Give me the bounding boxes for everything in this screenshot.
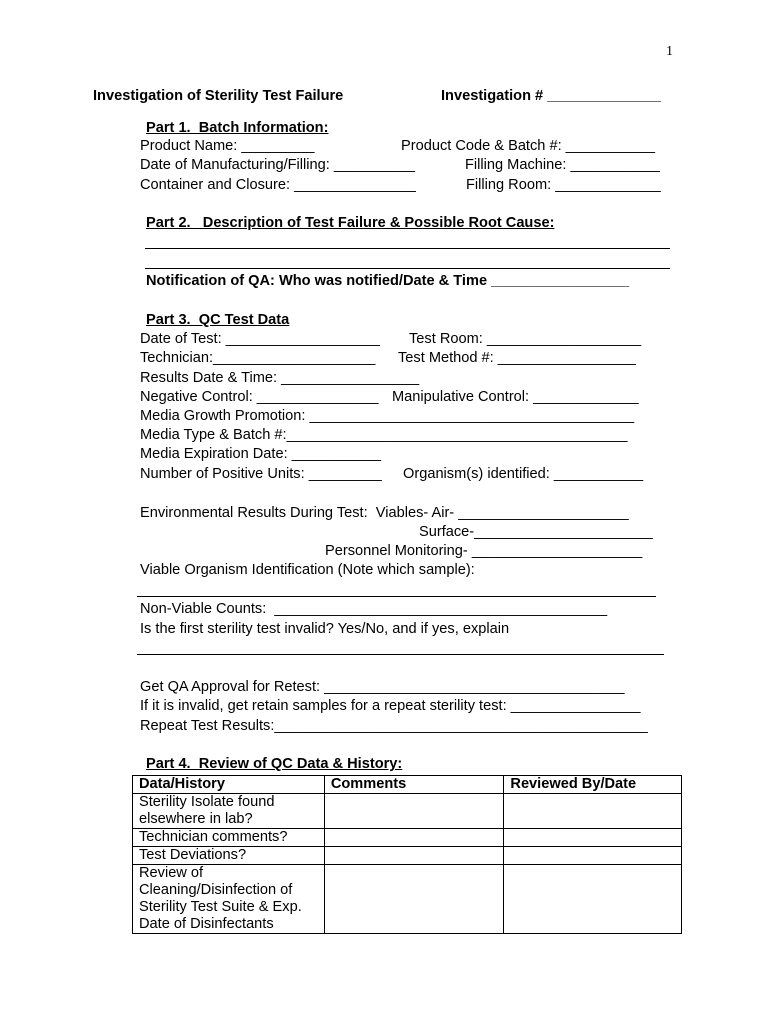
part1-heading: Part 1. Batch Information: [146, 120, 329, 136]
viable-organism-label: Viable Organism Identification (Note which sample): [140, 562, 475, 578]
reviewed-by-cell [504, 794, 682, 829]
column-header-reviewed-by: Reviewed By/Date [504, 776, 682, 794]
surface-field: Surface-______________________ [419, 524, 653, 540]
column-header-comments: Comments [324, 776, 504, 794]
results-date-field: Results Date & Time: _________________ [140, 370, 420, 386]
column-header-data-history: Data/History [133, 776, 325, 794]
part3-heading: Part 3. QC Test Data [146, 312, 290, 328]
part2-heading: Part 2. Description of Test Failure & Possible Root Cause: [146, 215, 555, 231]
row-label: Sterility Isolate found elsewhere in lab? [133, 794, 325, 829]
table-row [133, 829, 682, 847]
table-row [133, 865, 682, 934]
description-line-1 [145, 248, 670, 249]
test-method-field: Test Method #: _________________ [398, 350, 636, 366]
reviewed-by-cell [504, 829, 682, 847]
media-growth-field: Media Growth Promotion: ________________________________________ [140, 408, 635, 424]
non-viable-counts-field: Non-Viable Counts: _________________________________________ [140, 601, 608, 617]
reviewed-by-cell [504, 847, 682, 865]
first-test-invalid-label: Is the first sterility test invalid? Yes/No, and if yes, explain [140, 621, 510, 637]
qa-notification: Notification of QA: Who was notified/Date & Time _________________ [146, 273, 630, 289]
media-type-field: Media Type & Batch #:__________________________________________ [140, 427, 628, 443]
table-row [133, 794, 682, 829]
manipulative-control-field: Manipulative Control: _____________ [392, 389, 639, 405]
review-table [132, 775, 682, 934]
container-closure-field: Container and Closure: _______________ [140, 177, 416, 193]
technician-field: Technician:____________________ [140, 350, 376, 366]
product-code-field: Product Code & Batch #: ___________ [401, 138, 655, 154]
product-name-field: Product Name: _________ [140, 138, 315, 154]
comments-cell [324, 847, 504, 865]
description-line-2 [145, 268, 670, 269]
media-expiration-field: Media Expiration Date: ___________ [140, 446, 381, 462]
viable-organism-line [137, 596, 656, 597]
negative-control-field: Negative Control: _______________ [140, 389, 379, 405]
form-title: Investigation of Sterility Test Failure [93, 88, 344, 104]
row-label: Test Deviations? [133, 847, 325, 865]
comments-cell [324, 829, 504, 847]
comments-cell [324, 865, 504, 934]
table-row [133, 847, 682, 865]
row-label: Technician comments? [133, 829, 325, 847]
date-manufacturing-field: Date of Manufacturing/Filling: __________ [140, 157, 416, 173]
part4-heading: Part 4. Review of QC Data & History: [146, 756, 403, 772]
filling-machine-field: Filling Machine: ___________ [465, 157, 660, 173]
comments-cell [324, 794, 504, 829]
page-number: 1 [666, 44, 673, 59]
reviewed-by-cell [504, 865, 682, 934]
filling-room-field: Filling Room: _____________ [466, 177, 661, 193]
date-of-test-field: Date of Test: ___________________ [140, 331, 380, 347]
explain-line [137, 654, 664, 655]
organisms-field: Organism(s) identified: ___________ [403, 466, 644, 482]
personnel-monitoring-field: Personnel Monitoring- _____________________ [325, 543, 643, 559]
retain-samples-field: If it is invalid, get retain samples for a repeat sterility test: ________________ [140, 698, 641, 714]
investigation-number: Investigation # ______________ [441, 88, 661, 104]
table-header-row [133, 776, 682, 794]
qa-approval-field: Get QA Approval for Retest: _____________________________________ [140, 679, 625, 695]
repeat-test-results-field: Repeat Test Results:______________________________________________ [140, 718, 648, 734]
row-label: Review of Cleaning/Disinfection of Sterility Test Suite & Exp. Date of Disinfectants [133, 865, 325, 934]
environmental-results-field: Environmental Results During Test: Viables- Air- _____________________ [140, 505, 629, 521]
test-room-field: Test Room: ___________________ [409, 331, 642, 347]
positive-units-field: Number of Positive Units: _________ [140, 466, 382, 482]
